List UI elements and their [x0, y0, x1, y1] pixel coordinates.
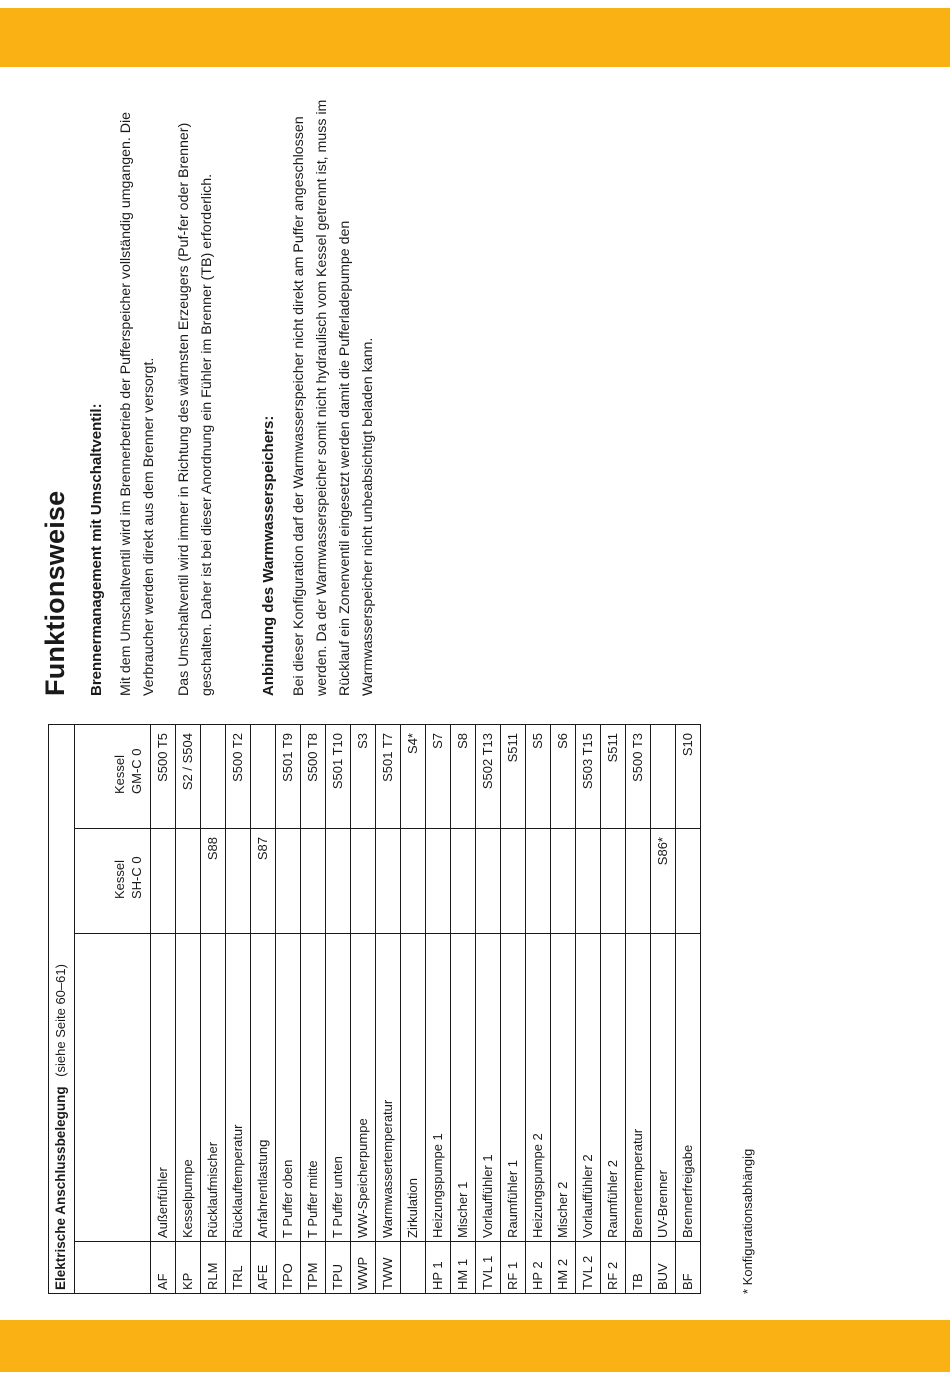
- sh-value-cell: [351, 829, 376, 934]
- sh-value-cell: [576, 829, 601, 934]
- abbr-cell: BF: [676, 1242, 701, 1294]
- gm-value-cell: S511: [601, 725, 626, 829]
- abbr-cell: TB: [626, 1242, 651, 1294]
- gm-value-cell: S503 T15: [576, 725, 601, 829]
- gm-value-cell: S8: [451, 725, 476, 829]
- table-title-row: [49, 725, 75, 1294]
- sh-value-cell: S88: [201, 829, 226, 934]
- connection-table: [48, 724, 701, 1294]
- name-cell: Mischer 2: [551, 934, 576, 1242]
- table-row: [501, 725, 526, 1294]
- name-cell: Warmwassertemperatur: [376, 934, 401, 1242]
- name-cell: Rücklauftemperatur: [226, 934, 251, 1242]
- sh-value-cell: [601, 829, 626, 934]
- abbr-cell: AF: [151, 1242, 176, 1294]
- table-row: [251, 725, 276, 1294]
- sh-value-cell: S86*: [651, 829, 676, 934]
- table-row: [376, 725, 401, 1294]
- abbr-cell: TVL 1: [476, 1242, 501, 1294]
- abbr-cell: KP: [176, 1242, 201, 1294]
- name-cell: Raumfühler 2: [601, 934, 626, 1242]
- name-cell: Brennerfreigabe: [676, 934, 701, 1242]
- gm-value-cell: [251, 725, 276, 829]
- abbr-cell: TVL 2: [576, 1242, 601, 1294]
- gm-value-cell: S500 T3: [626, 725, 651, 829]
- gm-value-cell: S4*: [401, 725, 426, 829]
- sh-value-cell: [326, 829, 351, 934]
- table-row: [401, 725, 426, 1294]
- gm-value-cell: S501 T10: [326, 725, 351, 829]
- gm-value-cell: S10: [676, 725, 701, 829]
- page-heading: Funktionsweise: [40, 490, 70, 696]
- sh-column-header-line2: SH-C 0: [129, 856, 145, 899]
- gm-value-cell: S502 T13: [476, 725, 501, 829]
- name-cell: Anfahrentlastung: [251, 934, 276, 1242]
- section-title-burner-management: Brennermanagement mit Umschaltventil:: [88, 403, 105, 696]
- sh-value-cell: [301, 829, 326, 934]
- name-cell: Mischer 1: [451, 934, 476, 1242]
- table-row: [226, 725, 251, 1294]
- table-row: [426, 725, 451, 1294]
- abbr-cell: RLM: [201, 1242, 226, 1294]
- table-row: [651, 725, 676, 1294]
- paragraph-hot-water-storage: Bei dieser Konfiguration darf der Warmwasserspeicher nicht direkt am Puffer angeschlossen werden. Da der Warmwasserspeicher somit nicht hydraulisch vom Kessel getrennt ist, muss im Rücklauf ein Zonenventil eingesetzt werden damit die Pufferladepumpe den Warmwasserspeicher nicht unbeabsichtigt beladen kann.: [291, 99, 376, 696]
- section-title-hot-water-storage: Anbindung des Warmwasserspeichers:: [260, 415, 277, 696]
- abbr-column-header: [75, 1242, 151, 1294]
- sh-value-cell: S87: [251, 829, 276, 934]
- table-column-header-row: [75, 725, 151, 1294]
- gm-value-cell: S500 T8: [301, 725, 326, 829]
- abbr-cell: WWP: [351, 1242, 376, 1294]
- paragraph-burner-management-1: Mit dem Umschaltventil wird im Brennerbetrieb der Pufferspeicher vollständig umgangen. Die Verbraucher werden direkt aus dem Brenner versorgt.: [118, 111, 157, 696]
- abbr-cell: TRL: [226, 1242, 251, 1294]
- gm-value-cell: S7: [426, 725, 451, 829]
- name-cell: Rücklaufmischer: [201, 934, 226, 1242]
- table-row: [201, 725, 226, 1294]
- table-row: [551, 725, 576, 1294]
- name-cell: Heizungspumpe 1: [426, 934, 451, 1242]
- table-row: [676, 725, 701, 1294]
- name-cell: Vorlauffühler 1: [476, 934, 501, 1242]
- sh-value-cell: [176, 829, 201, 934]
- gm-value-cell: S500 T5: [151, 725, 176, 829]
- table-row: [176, 725, 201, 1294]
- name-cell: Kesselpumpe: [176, 934, 201, 1242]
- name-cell: Außenfühler: [151, 934, 176, 1242]
- sh-value-cell: [476, 829, 501, 934]
- gm-value-cell: S511: [501, 725, 526, 829]
- table-row: [326, 725, 351, 1294]
- name-cell: Brennertemperatur: [626, 934, 651, 1242]
- gm-value-cell: [201, 725, 226, 829]
- table-row: [576, 725, 601, 1294]
- name-cell: Vorlauffühler 2: [576, 934, 601, 1242]
- name-cell: Heizungspumpe 2: [526, 934, 551, 1242]
- abbr-cell: [401, 1242, 426, 1294]
- sh-value-cell: [226, 829, 251, 934]
- sh-value-cell: [451, 829, 476, 934]
- sh-value-cell: [401, 829, 426, 934]
- name-cell: T Puffer oben: [276, 934, 301, 1242]
- gm-value-cell: S500 T2: [226, 725, 251, 829]
- gm-value-cell: [651, 725, 676, 829]
- table-title: Elektrische Anschlussbelegung: [53, 1086, 69, 1290]
- sh-value-cell: [501, 829, 526, 934]
- table-row: [626, 725, 651, 1294]
- sh-value-cell: [551, 829, 576, 934]
- gm-column-header-line1: Kessel: [111, 754, 127, 794]
- sh-value-cell: [426, 829, 451, 934]
- gm-value-cell: S6: [551, 725, 576, 829]
- table-row: [276, 725, 301, 1294]
- name-cell: WW-Speicherpumpe: [351, 934, 376, 1242]
- table-row: [601, 725, 626, 1294]
- table-row: [151, 725, 176, 1294]
- abbr-cell: HP 2: [526, 1242, 551, 1294]
- name-column-header: [75, 934, 151, 1242]
- footnote: * Konfigurationsabhängig: [740, 1148, 755, 1294]
- table-row: [351, 725, 376, 1294]
- sh-value-cell: [676, 829, 701, 934]
- abbr-cell: TPM: [301, 1242, 326, 1294]
- abbr-cell: TPU: [326, 1242, 351, 1294]
- gm-value-cell: S501 T9: [276, 725, 301, 829]
- sh-value-cell: [151, 829, 176, 934]
- name-cell: Raumfühler 1: [501, 934, 526, 1242]
- paragraph-burner-management-2: Das Umschaltventil wird immer in Richtung des wärmsten Erzeugers (Puf-fer oder Brenner) geschalten. Daher ist bei dieser Anordnung ein Fühler im Brenner (TB) erforderlich.: [176, 122, 215, 696]
- table-subtitle: (siehe Seite 60–61): [53, 964, 69, 1077]
- name-cell: T Puffer mitte: [301, 934, 326, 1242]
- sh-value-cell: [376, 829, 401, 934]
- table-body: [151, 725, 701, 1294]
- gm-value-cell: S501 T7: [376, 725, 401, 829]
- abbr-cell: RF 1: [501, 1242, 526, 1294]
- gm-value-cell: S3: [351, 725, 376, 829]
- gm-column-header: [75, 725, 151, 829]
- table-row: [476, 725, 501, 1294]
- gm-value-cell: S2 / S504: [176, 725, 201, 829]
- abbr-cell: TWW: [376, 1242, 401, 1294]
- abbr-cell: RF 2: [601, 1242, 626, 1294]
- name-cell: Zirkulation: [401, 934, 426, 1242]
- table-row: [526, 725, 551, 1294]
- abbr-cell: TPO: [276, 1242, 301, 1294]
- abbr-cell: HP 1: [426, 1242, 451, 1294]
- name-cell: UV-Brenner: [651, 934, 676, 1242]
- abbr-cell: BUV: [651, 1242, 676, 1294]
- abbr-cell: HM 1: [451, 1242, 476, 1294]
- sh-column-header: [75, 829, 151, 934]
- sh-value-cell: [276, 829, 301, 934]
- sh-column-header-line1: Kessel: [111, 859, 127, 899]
- sh-value-cell: [526, 829, 551, 934]
- table-title-cell: [49, 725, 75, 1294]
- gm-value-cell: S5: [526, 725, 551, 829]
- table-row: [451, 725, 476, 1294]
- name-cell: T Puffer unten: [326, 934, 351, 1242]
- sh-value-cell: [626, 829, 651, 934]
- table-row: [301, 725, 326, 1294]
- gm-column-header-line2: GM-C 0: [129, 748, 145, 794]
- abbr-cell: HM 2: [551, 1242, 576, 1294]
- abbr-cell: AFE: [251, 1242, 276, 1294]
